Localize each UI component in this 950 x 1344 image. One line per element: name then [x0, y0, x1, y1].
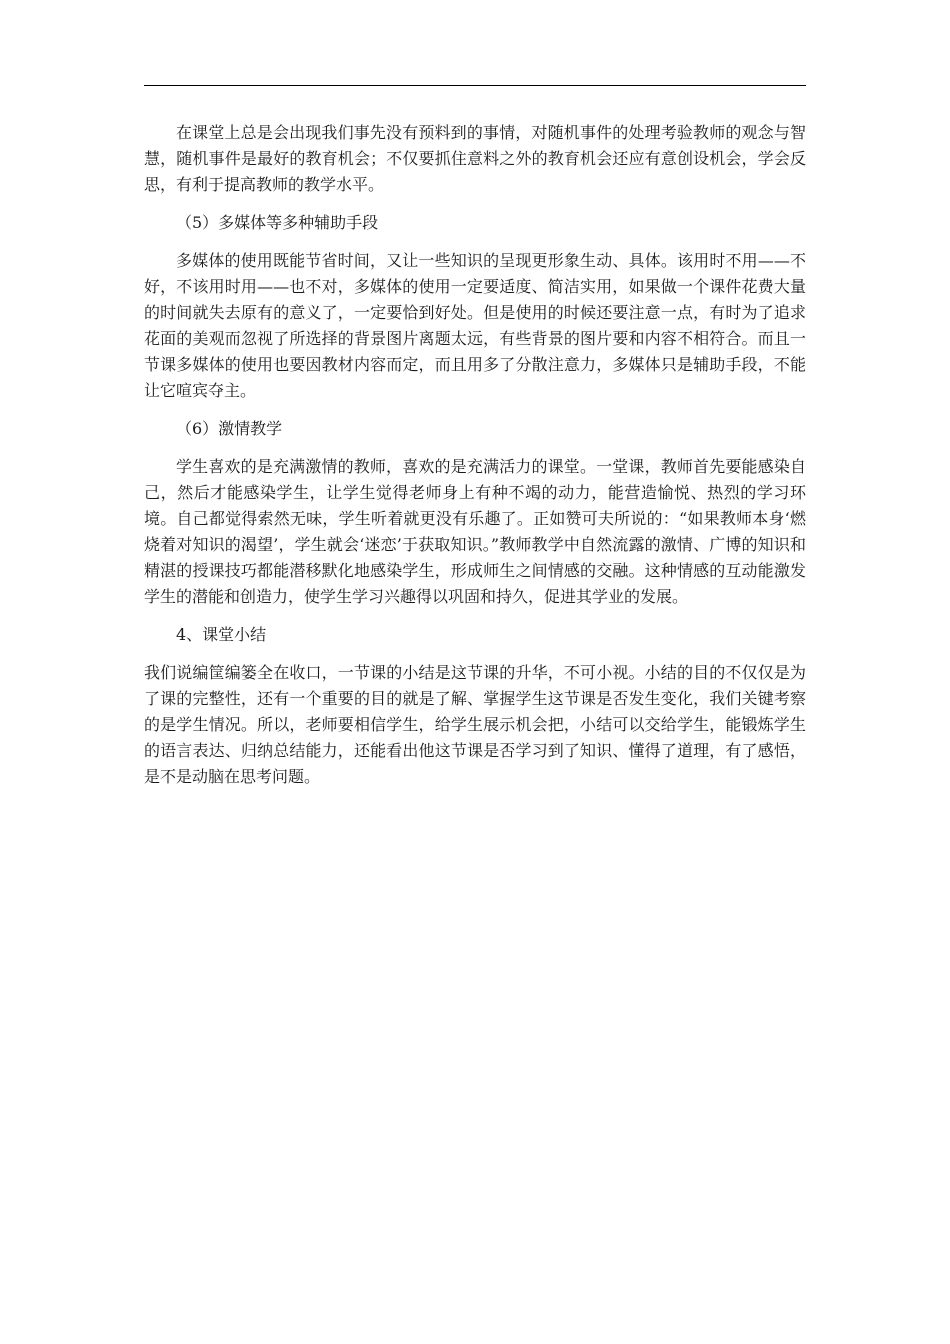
paragraph-multimedia: 多媒体的使用既能节省时间，又让一些知识的呈现更形象生动、具体。该用时不用——不好，不该用时用——也不对，多媒体的使用一定要适度、简洁实用，如果做一个课件花费大量的时间就失去原有的意义了，一定要恰到好处。但是使用的时候还要注意一点，有时为了追求花面的美观而忽视了所选择的背景图片离题太远，有些背景的图片要和内容不相符合。而且一节课多媒体的使用也要因教材内容而定，而且用多了分散注意力，多媒体只是辅助手段，不能让它喧宾夺主。	[144, 251, 806, 400]
section-heading-passion: （6）激情教学	[176, 419, 283, 438]
document-body	[144, 120, 806, 802]
paragraph-random-events: 在课堂上总是会出现我们事先没有预料到的事情，对随机事件的处理考验教师的观念与智慧，随机事件是最好的教育机会；不仅要抓住意料之外的教育机会还应有意创设机会，学会反思，有利于提高教师的教学水平。	[144, 123, 806, 194]
section-heading-summary: 4、课堂小结	[176, 625, 267, 644]
paragraph-summary: 我们说编筐编篓全在收口，一节课的小结是这节课的升华，不可小视。小结的目的不仅仅是为了课的完整性，还有一个重要的目的就是了解、掌握学生这节课是否发生变化，我们关键考察的是学生情况。所以，老师要相信学生，给学生展示机会把，小结可以交给学生，能锻炼学生的语言表达、归纳总结能力，还能看出他这节课是否学习到了知识、懂得了道理，有了感悟，是不是动脑在思考问题。	[144, 663, 806, 786]
header-rule	[144, 85, 806, 86]
section-heading-multimedia: （5）多媒体等多种辅助手段	[176, 213, 379, 232]
paragraph-passion: 学生喜欢的是充满激情的教师，喜欢的是充满活力的课堂。一堂课，教师首先要能感染自己，然后才能感染学生，让学生觉得老师身上有种不竭的动力，能营造愉悦、热烈的学习环境。自己都觉得索然无味，学生听着就更没有乐趣了。正如赞可夫所说的：“如果教师本身‘燃烧着对知识的渴望’，学生就会‘迷恋’于获取知识。”教师教学中自然流露的激情、广博的知识和精湛的授课技巧都能潜移默化地感染学生，形成师生之间情感的交融。这种情感的互动能激发学生的潜能和创造力，使学生学习兴趣得以巩固和持久，促进其学业的发展。	[144, 457, 806, 606]
